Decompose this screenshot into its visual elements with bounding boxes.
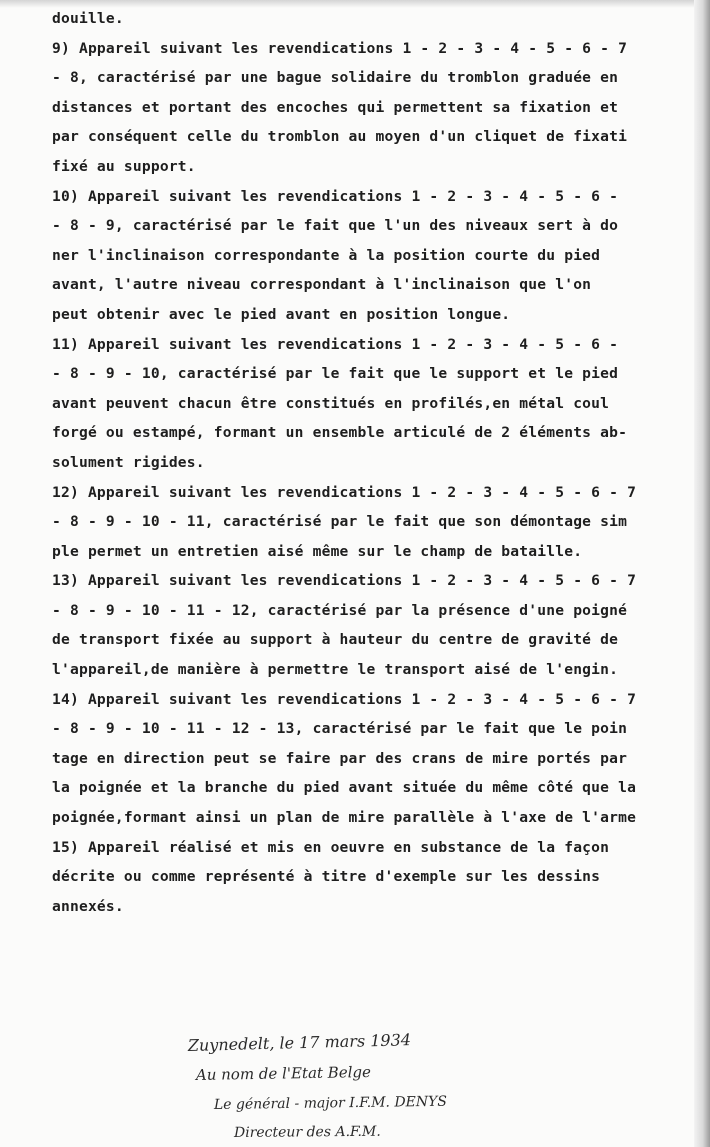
text-line: 14) Appareil suivant les revendications 1 - 2 - 3 - 4 - 5 - 6 - 7 [52, 690, 637, 708]
text-line: 10) Appareil suivant les revendications 1 - 2 - 3 - 4 - 5 - 6 - [52, 187, 619, 205]
text-line: - 8 - 9, caractérisé par le fait que l'un des niveaux sert à do [52, 217, 619, 235]
text-line: par conséquent celle du tromblon au moyen d'un cliquet de fixati [52, 128, 628, 146]
text-line: forgé ou estampé, formant un ensemble articulé de 2 éléments ab- [52, 424, 628, 442]
signature-line-title: Directeur des A.F.M. [233, 1123, 381, 1141]
text-line: - 8 - 9 - 10, caractérisé par le fait que le support et le pied [52, 365, 619, 383]
text-line: - 8 - 9 - 10 - 11 - 12, caractérisé par la présence d'une poigné [52, 601, 628, 619]
handwritten-signature [180, 1025, 540, 1145]
text-line: 15) Appareil réalisé et mis en oeuvre en substance de la façon [52, 838, 610, 856]
text-line: distances et portant des encoches qui permettent sa fixation et [52, 98, 619, 116]
text-line: peut obtenir avec le pied avant en position longue. [52, 305, 511, 323]
text-line: tage en direction peut se faire par des crans de mire portés par [52, 749, 628, 767]
text-line: 13) Appareil suivant les revendications 1 - 2 - 3 - 4 - 5 - 6 - 7 [52, 572, 637, 590]
text-line: la poignée et la branche du pied avant située du même côté que la [52, 779, 637, 797]
text-line: décrite ou comme représenté à titre d'exemple sur les dessins [52, 868, 601, 886]
text-line: ner l'inclinaison correspondante à la position courte du pied [52, 246, 601, 264]
text-line: 9) Appareil suivant les revendications 1 - 2 - 3 - 4 - 5 - 6 - 7 [52, 39, 628, 57]
text-line: - 8 - 9 - 10 - 11, caractérisé par le fait que son démontage sim [52, 513, 628, 531]
typed-text-block [52, 4, 710, 921]
text-line: ple permet un entretien aisé même sur le champ de bataille. [52, 542, 583, 560]
text-line: poignée,formant ainsi un plan de mire parallèle à l'axe de l'arme [52, 809, 637, 827]
text-line: avant peuvent chacun être constitués en profilés,en métal coul [52, 394, 610, 412]
text-line: avant, l'autre niveau correspondant à l'inclinaison que l'on [52, 276, 592, 294]
text-line: de transport fixée au support à hauteur du centre de gravité de [52, 631, 619, 649]
signature-line-on-behalf: Au nom de l'Etat Belge [195, 1062, 372, 1084]
text-line: annexés. [52, 897, 124, 915]
signature-line-place-date: Zuynedelt, le 17 mars 1934 [187, 1030, 412, 1055]
text-line: fixé au support. [52, 157, 196, 175]
text-line: 12) Appareil suivant les revendications 1 - 2 - 3 - 4 - 5 - 6 - 7 [52, 483, 637, 501]
signature-line-name: Le général - major I.F.M. DENYS [213, 1093, 448, 1113]
text-line: - 8 - 9 - 10 - 11 - 12 - 13, caractérisé par le fait que le poin [52, 720, 628, 738]
text-line: 11) Appareil suivant les revendications 1 - 2 - 3 - 4 - 5 - 6 - [52, 335, 619, 353]
text-line: l'appareil,de manière à permettre le transport aisé de l'engin. [52, 661, 619, 679]
text-line: douille. [52, 10, 124, 27]
text-line: - 8, caractérisé par une bague solidaire du tromblon graduée en [52, 69, 619, 87]
text-line: solument rigides. [52, 453, 205, 471]
